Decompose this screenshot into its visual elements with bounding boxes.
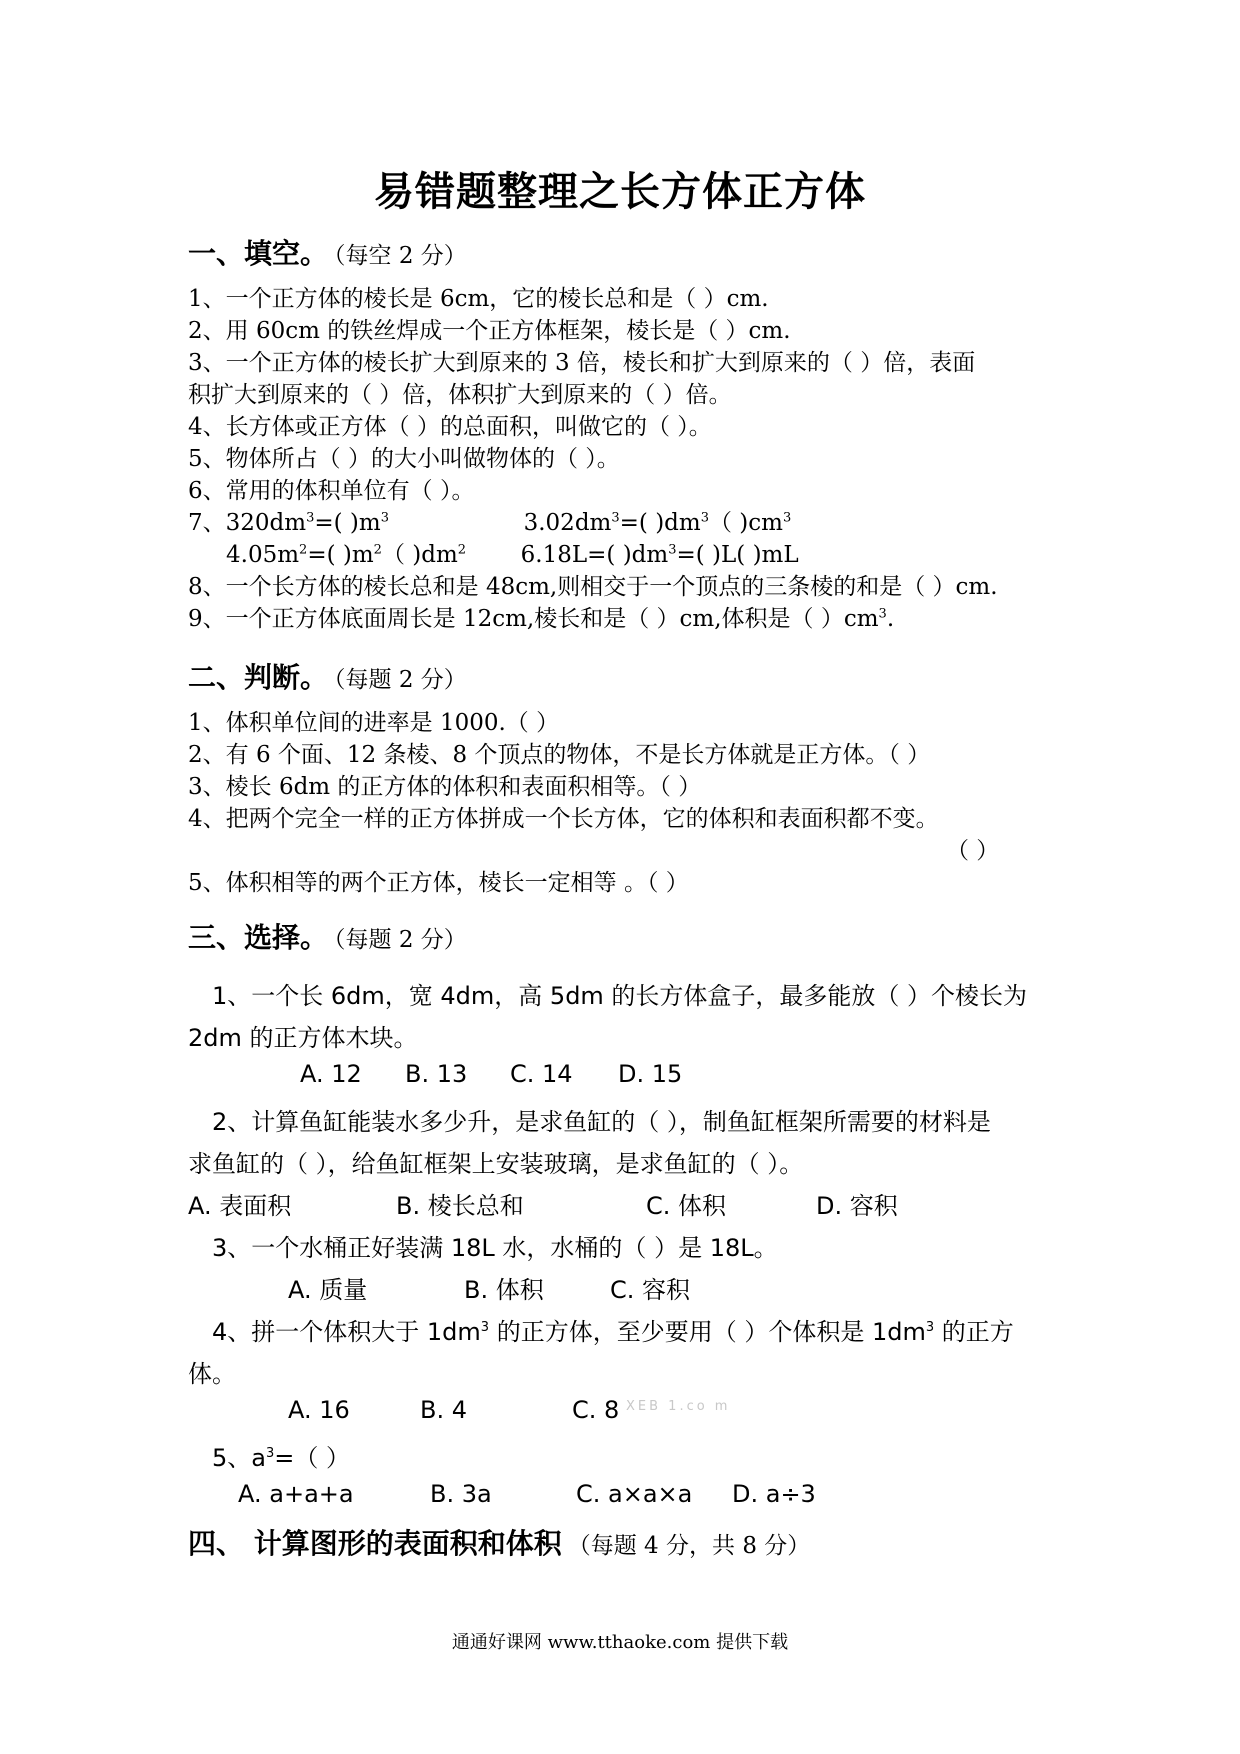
superscript: 2: [299, 542, 308, 558]
fill-question-5: 5、物体所占（ ）的大小叫做物体的（ ）。: [188, 446, 620, 472]
q7-part-c-blank2: （ )dm: [381, 542, 458, 568]
option-b: B. 13: [405, 1060, 468, 1088]
fill-question-3-line1: 3、一个正方体的棱长扩大到原来的 3 倍，棱长和扩大到原来的（ ）倍，表面: [188, 350, 976, 376]
q7-part-d: 6.18L=( )dm: [520, 542, 669, 568]
superscript: 3: [668, 542, 677, 558]
fill-question-1: 1、一个正方体的棱长是 6cm，它的棱长总和是（ ）cm.: [188, 286, 769, 312]
option-b: B. 3a: [430, 1480, 492, 1508]
section-note: （每题 2 分）: [334, 667, 467, 693]
section-choice-heading: [188, 916, 467, 956]
watermark: XEB 1.co m: [626, 1399, 731, 1414]
fill-question-7-line2: [226, 539, 799, 571]
choice-question-1-options: [300, 1060, 682, 1088]
q5-text: 5、a: [212, 1444, 266, 1472]
q7-part-c: 4.05m: [226, 542, 300, 568]
judge-question-4: 4、把两个完全一样的正方体拼成一个长方体，它的体积和表面积都不变。: [188, 806, 939, 832]
superscript: 3: [611, 510, 620, 526]
choice-question-5: [212, 1438, 350, 1473]
section-note: （每题 4 分，共 8 分）: [567, 1533, 811, 1559]
q7-part-b-blank: =( )dm: [619, 510, 701, 536]
q9-text: 9、一个正方体底面周长是 12cm,棱长和是（ ）cm,体积是（ ）cm: [188, 606, 879, 632]
judge-question-5: 5、体积相等的两个正方体，棱长一定相等 。（ ）: [188, 870, 689, 896]
section-note: （每题 2 分）: [334, 927, 467, 953]
q7-part-b: 3.02dm: [523, 510, 612, 536]
option-c: C. 14: [510, 1060, 573, 1088]
q7-part-a-blank: =( )m: [314, 510, 381, 536]
judge-question-2: 2、有 6 个面、12 条棱、8 个顶点的物体，不是长方体就是正方体。（ ）: [188, 742, 931, 768]
choice-question-5-options: [238, 1480, 816, 1508]
q7-part-a: 7、320dm: [188, 510, 307, 536]
q7-part-d-blank: =( )L( )mL: [676, 542, 799, 568]
choice-question-1-line1: 1、一个长 6dm，宽 4dm，高 5dm 的长方体盒子，最多能放（ ）个棱长为: [212, 982, 1028, 1010]
option-d: D. a÷3: [732, 1480, 816, 1508]
option-a: A. 表面积: [188, 1192, 292, 1220]
section-note: （每空 2 分）: [334, 243, 467, 269]
option-d: D. 15: [618, 1060, 683, 1088]
section-title: 三、选择。: [188, 921, 329, 954]
option-a: A. 质量: [288, 1276, 368, 1304]
superscript: 3: [782, 510, 792, 526]
fill-question-8: 8、一个长方体的棱长总和是 48cm,则相交于一个顶点的三条棱的和是（ ）cm.: [188, 574, 998, 600]
option-c: C. 8: [572, 1396, 620, 1424]
choice-question-4-options: [288, 1396, 619, 1424]
q4-text: 4、拼一个体积大于 1dm: [212, 1318, 481, 1346]
choice-question-1-line2: 2dm 的正方体木块。: [188, 1024, 418, 1052]
fill-question-2: 2、用 60cm 的铁丝焊成一个正方体框架，棱长是（ ）cm.: [188, 318, 791, 344]
judge-question-4-blank: （ ）: [946, 838, 1000, 864]
superscript: 2: [457, 542, 467, 558]
option-a: A. a+a+a: [238, 1480, 354, 1508]
superscript: 3: [265, 1446, 275, 1461]
option-a: A. 16: [288, 1396, 350, 1424]
section-fill-heading: [188, 232, 467, 272]
superscript: 3: [480, 1320, 490, 1335]
q4-text-end: 的正方: [934, 1318, 1014, 1346]
q7-part-c-blank: =( )m: [307, 542, 374, 568]
choice-question-2-line1: 2、计算鱼缸能装水多少升，是求鱼缸的（ ），制鱼缸框架所需要的材料是: [212, 1108, 991, 1136]
option-a: A. 12: [300, 1060, 362, 1088]
choice-question-4-line1: [212, 1312, 1014, 1347]
option-d: D. 容积: [816, 1192, 898, 1220]
q9-end: .: [886, 606, 895, 632]
section-judge-heading: [188, 656, 467, 696]
fill-question-4: 4、长方体或正方体（ ）的总面积，叫做它的（ ）。: [188, 414, 712, 440]
fill-question-3-line2: 积扩大到原来的（ ）倍，体积扩大到原来的（ ）倍。: [188, 382, 732, 408]
section-title: 四、 计算图形的表面积和体积: [188, 1527, 562, 1560]
section-calc-heading: [188, 1522, 810, 1562]
choice-question-3-options: [288, 1270, 690, 1305]
fill-question-7-line1: [188, 507, 791, 539]
judge-question-1: 1、体积单位间的进率是 1000.（ ）: [188, 710, 560, 736]
choice-question-2-options: [188, 1186, 898, 1221]
option-c: C. 体积: [646, 1192, 727, 1220]
q5-blank: =（ ）: [274, 1444, 351, 1472]
option-c: C. a×a×a: [576, 1480, 693, 1508]
footer: 通通好课网 www.tthaoke.com 提供下载: [451, 1632, 789, 1653]
option-b: B. 体积: [464, 1276, 544, 1304]
page-title: 易错题整理之长方体正方体: [374, 169, 866, 215]
section-title: 二、判断。: [188, 661, 329, 694]
superscript: 3: [306, 510, 315, 526]
choice-question-3: 3、一个水桶正好装满 18L 水，水桶的（ ）是 18L。: [212, 1234, 778, 1262]
superscript: 3: [878, 606, 887, 622]
superscript: 3: [700, 510, 709, 526]
superscript: 2: [373, 542, 382, 558]
choice-question-2-line2: 求鱼缸的（ ），给鱼缸框架上安装玻璃，是求鱼缸的（ ）。: [188, 1150, 804, 1178]
fill-question-6: 6、常用的体积单位有（ ）。: [188, 478, 475, 504]
option-c: C. 容积: [610, 1276, 691, 1304]
q7-part-b-blank2: （ )cm: [708, 510, 783, 536]
option-b: B. 棱长总和: [396, 1192, 524, 1220]
superscript: 3: [925, 1320, 935, 1335]
judge-question-3: 3、棱长 6dm 的正方体的体积和表面积相等。（ ）: [188, 774, 702, 800]
section-title: 一、填空。: [188, 237, 329, 270]
fill-question-9: [188, 603, 894, 635]
choice-question-4-line2: 体。: [188, 1360, 236, 1388]
option-b: B. 4: [420, 1396, 467, 1424]
superscript: 3: [380, 510, 389, 526]
q4-text-middle: 的正方体，至少要用（ ）个体积是 1dm: [489, 1318, 926, 1346]
